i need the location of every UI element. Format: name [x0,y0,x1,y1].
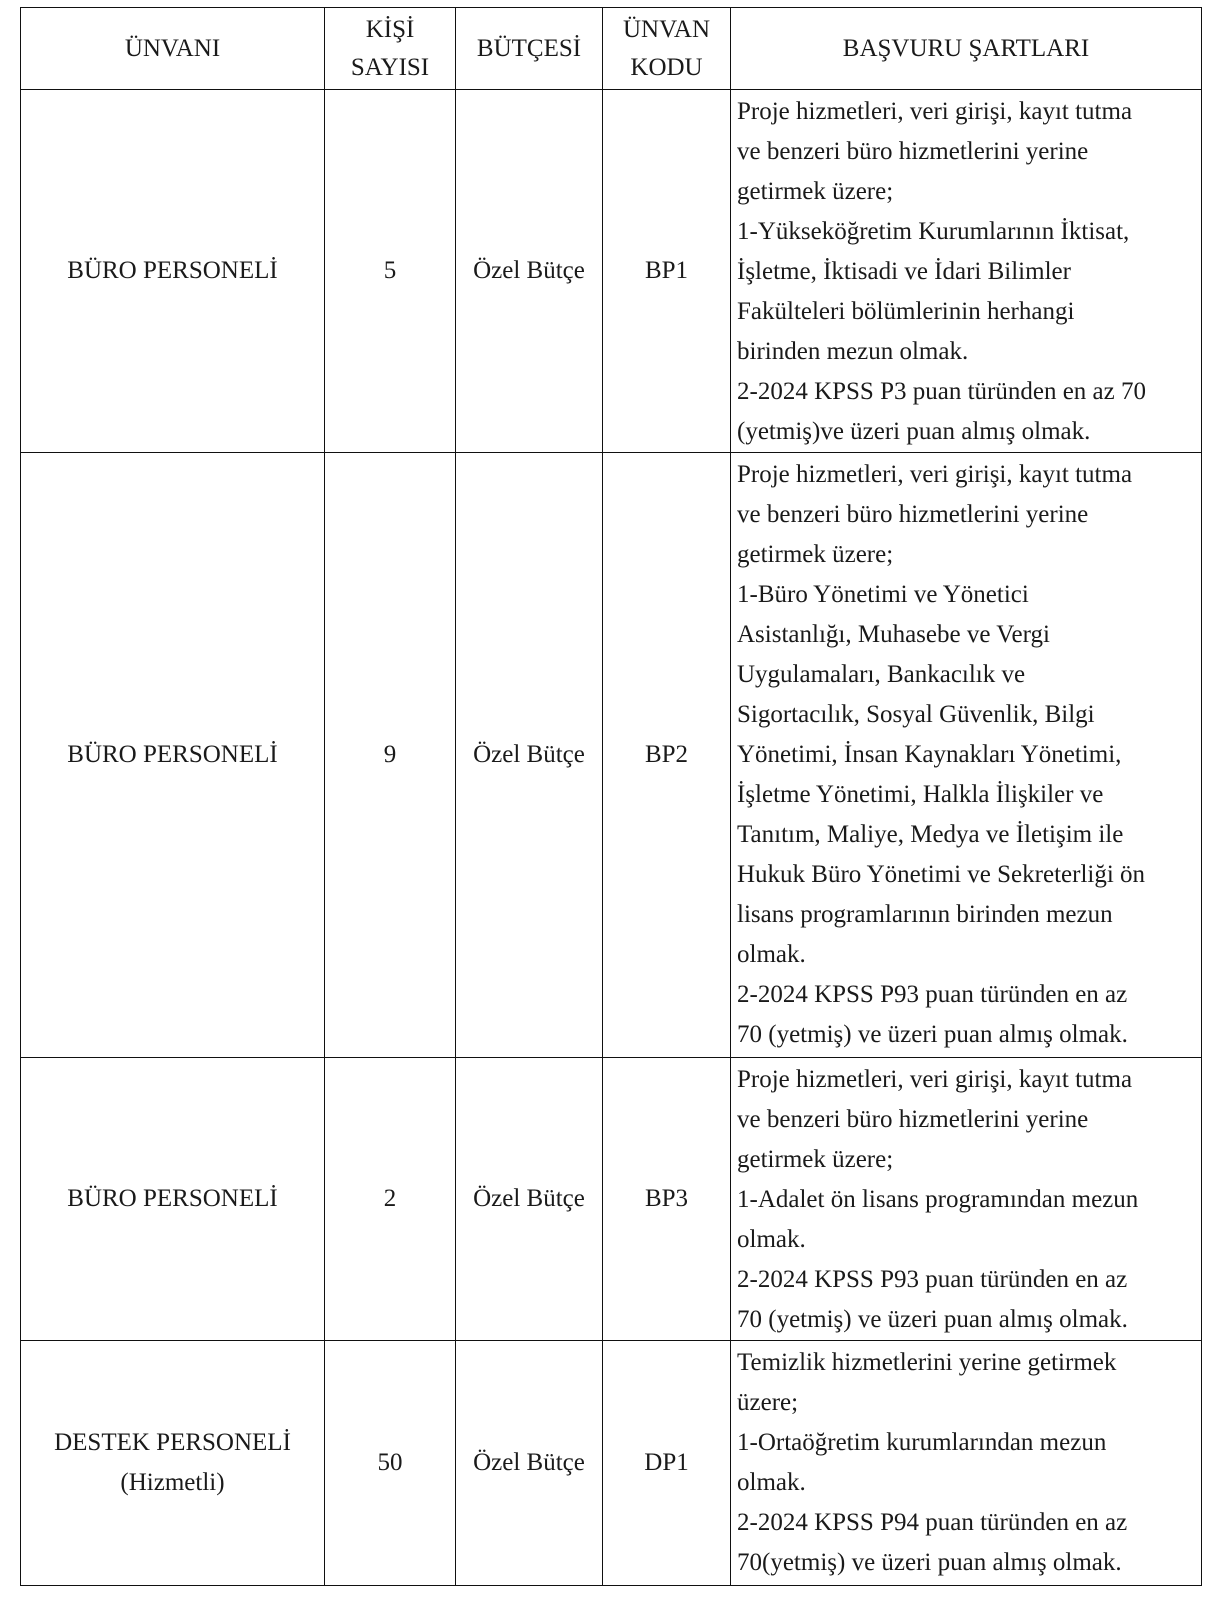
cell-basvuru-sartlari [731,90,1202,453]
table-row [21,453,1202,1058]
header-basvuru-sartlari: BAŞVURU ŞARTLARI [731,8,1202,90]
cell-unvani: BÜRO PERSONELİ [21,453,325,1058]
requirement-line: Yönetimi, İnsan Kaynakları Yönetimi, [737,741,1122,768]
requirement-line: Fakülteleri bölümlerinin herhangi [737,298,1075,325]
requirement-line: üzere; [737,1389,799,1416]
cell-butcesi: Özel Bütçe [456,1058,603,1341]
requirement-line: Asistanlığı, Muhasebe ve Vergi [737,621,1050,648]
requirement-line: getirmek üzere; [737,178,894,205]
requirement-line: getirmek üzere; [737,1146,894,1173]
requirement-line: 70 (yetmiş) ve üzeri puan almış olmak. [737,1021,1128,1048]
header-butcesi: BÜTÇESİ [456,8,603,90]
table-header-row [21,8,1202,90]
requirement-line: Hukuk Büro Yönetimi ve Sekreterliği ön [737,861,1146,888]
requirement-line: Sigortacılık, Sosyal Güvenlik, Bilgi [737,701,1095,728]
requirement-line: birinden mezun olmak. [737,338,969,365]
cell-kisi-sayisi: 50 [325,1341,456,1586]
requirement-line: 70(yetmiş) ve üzeri puan almış olmak. [737,1549,1122,1576]
table-row [21,1058,1202,1341]
requirement-line: Tanıtım, Maliye, Medya ve İletişim ile [737,821,1124,848]
requirement-line: 1-Adalet ön lisans programından mezun [737,1186,1139,1213]
requirement-line: 1-Büro Yönetimi ve Yönetici [737,581,1029,608]
cell-unvani: BÜRO PERSONELİ [21,90,325,453]
requirement-line: (yetmiş)ve üzeri puan almış olmak. [737,418,1091,445]
requirement-line: 2-2024 KPSS P93 puan türünden en az [737,1266,1128,1293]
requirement-line: İşletme, İktisadi ve İdari Bilimler [737,258,1071,285]
header-unvani: ÜNVANI [21,8,325,90]
requirement-line: 1-Ortaöğretim kurumlarından mezun [737,1429,1107,1456]
requirement-line: olmak. [737,1226,806,1253]
requirement-line: Uygulamaları, Bankacılık ve [737,661,1026,688]
positions-table [20,7,1202,1586]
cell-butcesi: Özel Bütçe [456,90,603,453]
requirement-line: olmak. [737,941,806,968]
requirement-line: 2-2024 KPSS P93 puan türünden en az [737,981,1128,1008]
cell-unvani: BÜRO PERSONELİ [21,1058,325,1341]
cell-basvuru-sartlari [731,1058,1202,1341]
requirement-line: 2-2024 KPSS P94 puan türünden en az [737,1509,1128,1536]
requirement-line: Temizlik hizmetlerini yerine getirmek [737,1349,1117,1376]
cell-unvani: DESTEK PERSONELİ (Hizmetli) [21,1341,325,1586]
cell-unvan-kodu: BP2 [603,453,731,1058]
requirement-line: Proje hizmetleri, veri girişi, kayıt tutma [737,1066,1133,1093]
requirement-line: 1-Yükseköğretim Kurumlarının İktisat, [737,218,1130,245]
requirement-line: 70 (yetmiş) ve üzeri puan almış olmak. [737,1306,1128,1333]
cell-kisi-sayisi: 9 [325,453,456,1058]
table-row [21,90,1202,453]
cell-kisi-sayisi: 2 [325,1058,456,1341]
requirement-line: Proje hizmetleri, veri girişi, kayıt tutma [737,98,1133,125]
cell-unvan-kodu: BP1 [603,90,731,453]
cell-unvan-kodu: DP1 [603,1341,731,1586]
requirement-line: getirmek üzere; [737,541,894,568]
cell-unvan-kodu: BP3 [603,1058,731,1341]
header-unvan-kodu: ÜNVAN KODU [603,8,731,90]
requirement-line: ve benzeri büro hizmetlerini yerine [737,138,1089,165]
requirement-line: olmak. [737,1469,806,1496]
cell-butcesi: Özel Bütçe [456,453,603,1058]
requirement-line: ve benzeri büro hizmetlerini yerine [737,501,1089,528]
requirement-line: lisans programlarının birinden mezun [737,901,1113,928]
requirement-line: İşletme Yönetimi, Halkla İlişkiler ve [737,781,1104,808]
cell-basvuru-sartlari [731,1341,1202,1586]
requirement-line: 2-2024 KPSS P3 puan türünden en az 70 [737,378,1146,405]
table-row [21,1341,1202,1586]
cell-kisi-sayisi: 5 [325,90,456,453]
requirement-line: Proje hizmetleri, veri girişi, kayıt tutma [737,461,1133,488]
requirement-line: ve benzeri büro hizmetlerini yerine [737,1106,1089,1133]
cell-basvuru-sartlari [731,453,1202,1058]
header-kisi-sayisi: KİŞİ SAYISI [325,8,456,90]
cell-butcesi: Özel Bütçe [456,1341,603,1586]
